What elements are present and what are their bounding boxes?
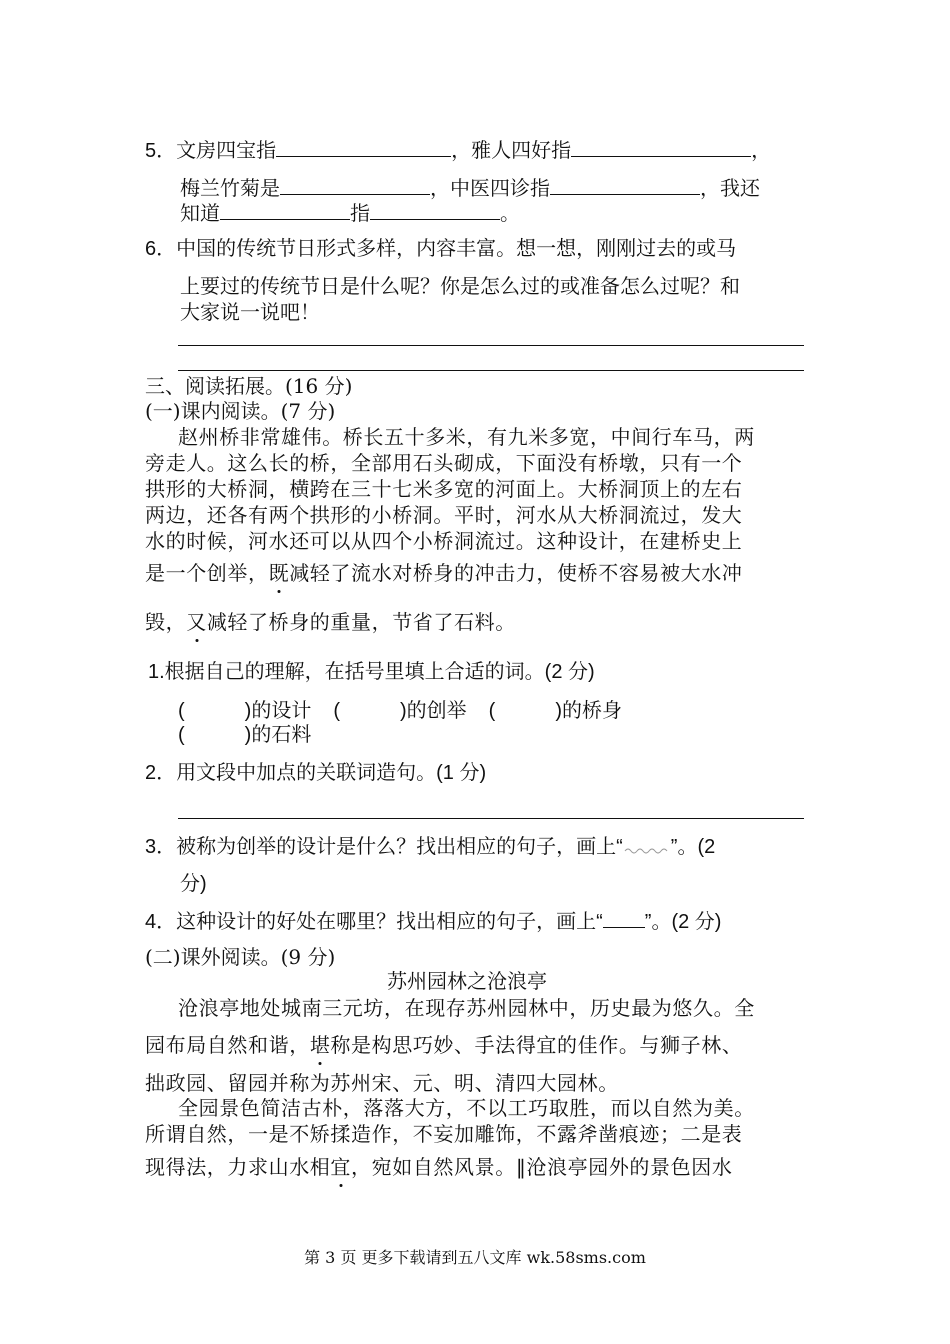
q2-answer-line[interactable] [178,818,804,819]
fill-blank-design[interactable]: ( )的设计 [178,700,312,722]
passage2-line-1: 沧浪亭地处城南三元坊，在现存苏州园林中，历史最为悠久。全 [178,996,755,1020]
qs1-question-3-cont: 分) [180,873,207,895]
q5-text-a: 文房四宝指 [176,140,277,162]
q6-line1 [145,236,736,262]
passage1-line-6 [145,560,742,586]
q5-line1 [145,136,771,164]
passage2-line-6a: 现得法，力求山水相 [145,1155,331,1179]
passage1-line-7 [145,609,516,635]
part2-title: (二)课外阅读。(9 分) [145,945,336,969]
q5-number: 5． [145,140,177,162]
qs1-question-1: 1.根据自己的理解，在括号里填上合适的词。(2 分) [148,661,595,683]
passage2-line-4: 全园景色简洁古朴，落落大方，不以工巧取胜，而以自然为美。 [178,1096,755,1120]
passage2-line-5: 所谓自然，一是不矫揉造作，不妄加雕饰，不露斧凿痕迹；二是表 [145,1122,743,1146]
passage1-line-6b: 减轻了流水对桥身的冲击力，使桥不容易被大水冲 [289,561,743,585]
dotted-word-you: 又 [186,610,207,634]
fill-blank-bridge-body[interactable]: ( )的桥身 [488,700,622,722]
q5-text-d: 梅兰竹菊是 [180,178,280,200]
dotted-word-yi: 宜 [330,1155,352,1179]
q5-blank-4[interactable] [550,174,700,195]
section3-title: 三、阅读拓展。(16 分) [145,374,353,398]
q6-answer-line-1[interactable] [178,345,804,346]
q5-line3 [180,199,520,227]
q5-text-b: ，雅人四好指 [451,140,572,162]
qs1-question-3 [145,834,715,860]
q4-number: 4． [145,911,177,933]
q6-text-1: 中国的传统节日形式多样，内容丰富。想一想，刚刚过去的或马 [176,238,737,260]
passage1-line-6a: 是一个创举， [145,561,269,585]
part2-heading: 苏州园林之沧浪亭 [387,971,547,993]
q5-blank-1[interactable] [276,136,451,157]
passage1-line-1: 赵州桥非常雄伟。桥长五十多米，有九米多宽，中间行车马，两 [178,425,755,449]
q5-blank-2[interactable] [571,136,751,157]
q5-text-f: ，我还 [700,178,760,200]
section3-part1-title: (一)课内阅读。(7 分) [145,399,336,423]
q5-line2 [180,174,760,202]
passage2-line-3: 拙政园、留园并称为苏州宋、元、明、清四大园林。 [145,1071,619,1095]
q5-text-g: 知道 [180,203,220,225]
passage2-line-2 [145,1032,742,1058]
q6-number: 6． [145,238,177,260]
passage2-line-2b: 称是构思巧妙、手法得宜的佳作。与狮子林、 [330,1033,743,1057]
q4-text-a: 这种设计的好处在哪里？找出相应的句子，画上“ [176,911,603,933]
dotted-word-ji: 既 [268,561,290,585]
qs1-question-2 [145,760,486,786]
q2-number: 2． [145,762,177,784]
passage2-line-6b: ，宛如自然风景。‖沧浪亭园外的景色因水 [351,1155,733,1179]
passage2-line-6 [145,1154,732,1180]
passage1-line-7a: 毁， [145,610,187,634]
q5-text-h: 指 [350,203,370,225]
q5-blank-6[interactable] [370,199,500,220]
qs1-question-4 [145,909,721,935]
passage1-line-2: 旁走人。这么长的桥，全部用石头砌成，下面没有桥墩，只有一个 [145,451,743,475]
page-footer: 第 3 页 更多下载请到五八文库 wk.58sms.com [304,1248,646,1267]
q6-answer-line-2[interactable] [178,370,804,371]
dotted-word-kan: 堪 [309,1033,331,1057]
straight-underline-mark [603,911,645,928]
passage1-line-3: 拱形的大桥洞，横跨在三十七米多宽的河面上。大桥洞顶上的左右 [145,477,743,501]
qs1-blanks-row-1 [178,698,622,724]
passage1-line-7b: 减轻了桥身的重量，节省了石料。 [206,610,516,634]
qs1-blanks-row-2 [178,722,311,748]
q6-line2: 上要过的传统节日是什么呢？你是怎么过的或准备怎么过呢？和 [180,276,740,298]
q2-text: 用文段中加点的关联词造句。(1 分) [176,762,487,784]
q3-text-a: 被称为创举的设计是什么？找出相应的句子，画上“ [176,836,623,858]
q5-blank-5[interactable] [220,199,350,220]
fill-blank-stone[interactable]: ( )的石料 [178,724,312,746]
passage2-line-2a: 园布局自然和谐， [145,1033,310,1057]
q3-number: 3． [145,836,177,858]
wavy-underline-icon [623,843,671,855]
q5-text-c: ， [751,140,772,162]
q4-text-b: ”。(2 分) [644,911,722,933]
q6-line3: 大家说一说吧！ [180,302,320,324]
fill-blank-innovation[interactable]: ( )的创举 [333,700,467,722]
q5-text-e: ，中医四诊指 [430,178,550,200]
q3-text-b: ”。(2 [670,836,716,858]
passage1-line-4: 两边，还各有两个拱形的小桥洞。平时，河水从大桥洞流过，发大 [145,503,743,527]
q5-text-i: 。 [500,203,520,225]
q5-blank-3[interactable] [280,174,430,195]
passage1-line-5: 水的时候，河水还可以从四个小桥洞流过。这种设计，在建桥史上 [145,529,743,553]
